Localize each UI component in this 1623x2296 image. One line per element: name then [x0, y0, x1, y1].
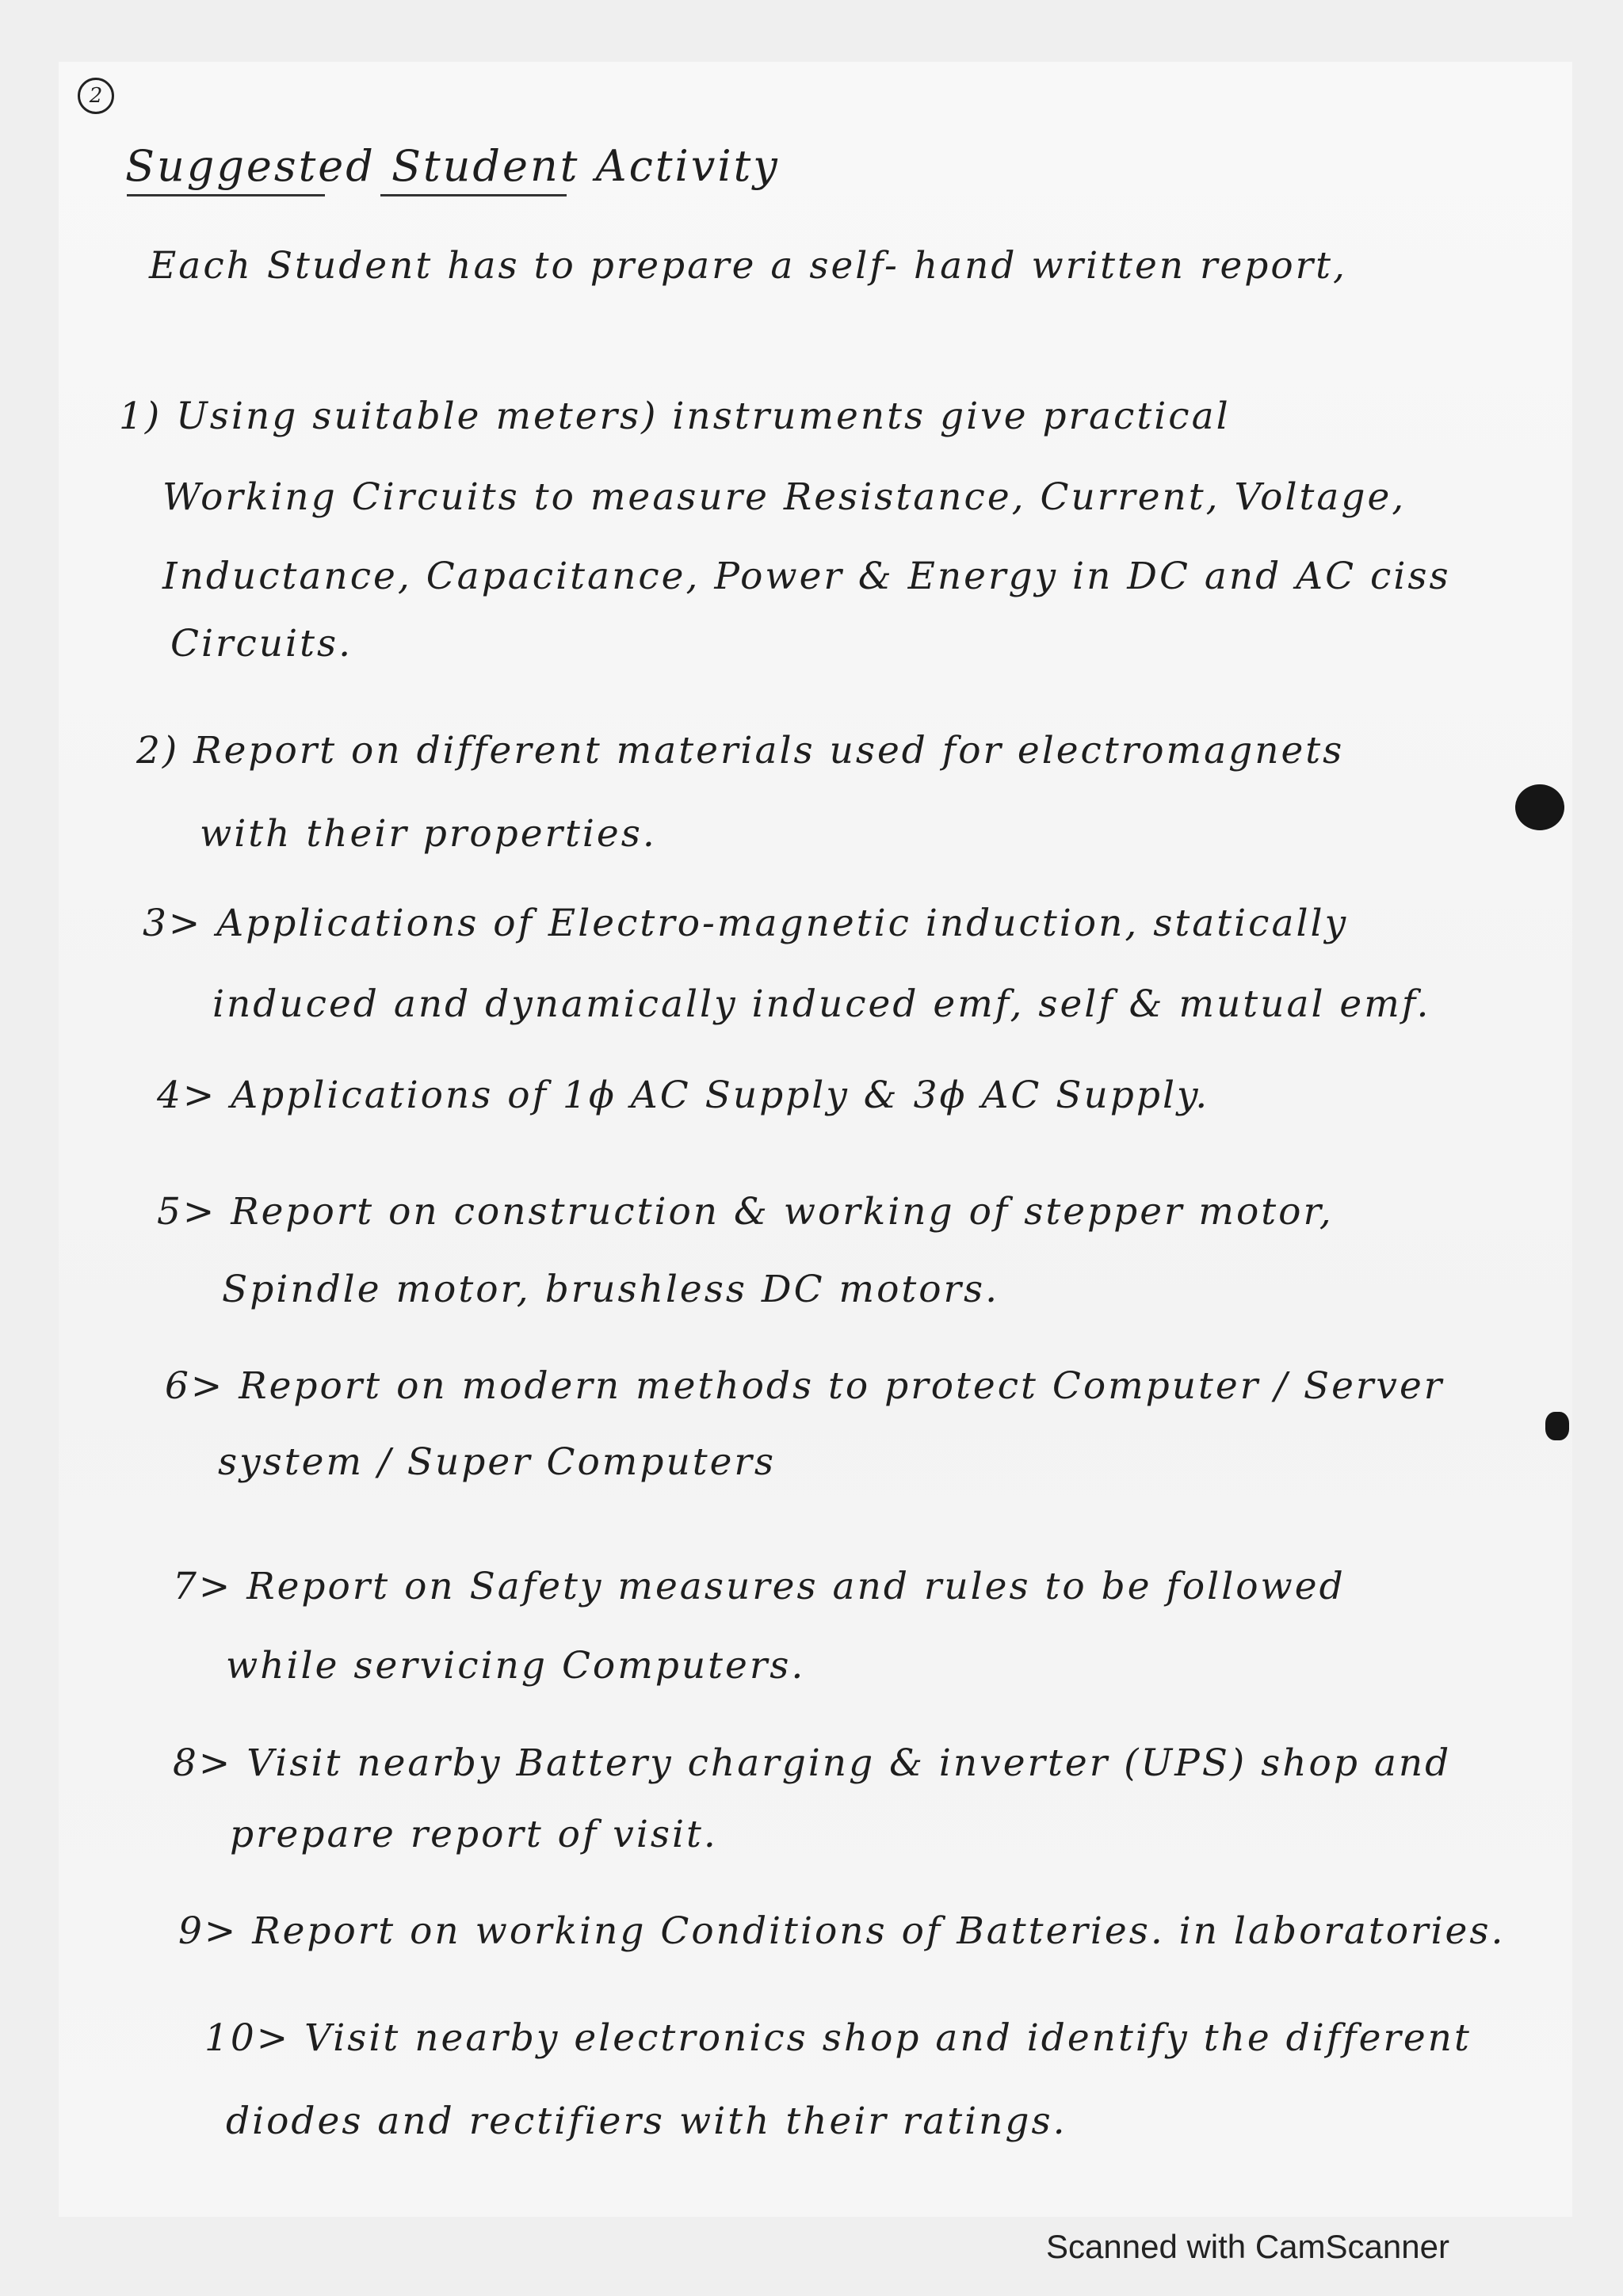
activity-6-line-1: 6> Report on modern methods to protect Computer / Server [165, 1364, 1445, 1408]
paper-sheet [59, 62, 1572, 2217]
activity-1-line-4: Circuits. [170, 622, 353, 666]
activity-9-line-1: 9> Report on working Conditions of Batteries. in laboratories. [178, 1909, 1506, 1953]
intro-text: Each Student has to prepare a self- hand written report, [149, 244, 1347, 288]
activity-7-line-1: 7> Report on Safety measures and rules to be followed [173, 1565, 1346, 1608]
heading-underline [380, 192, 567, 196]
activity-3-line-2: induced and dynamically induced emf, self & mutual emf. [212, 982, 1431, 1026]
activity-1-line-2: Working Circuits to measure Resistance, Current, Voltage, [162, 475, 1407, 519]
heading-underline [127, 192, 325, 196]
activity-4-line-1: 4> Applications of 1ϕ AC Supply & 3ϕ AC Supply. [157, 1074, 1210, 1117]
activity-6-line-2: system / Super Computers [218, 1440, 777, 1484]
activity-1-line-3: Inductance, Capacitance, Power & Energy in DC and AC ciss [162, 555, 1451, 598]
activity-7-line-2: while servicing Computers. [226, 1644, 806, 1688]
activity-5-line-2: Spindle motor, brushless DC motors. [222, 1268, 1000, 1311]
scanner-watermark: Scanned with CamScanner [1046, 2228, 1449, 2265]
punch-hole-mark [1545, 1412, 1569, 1440]
activity-8-line-1: 8> Visit nearby Battery charging & inverter (UPS) shop and [173, 1741, 1452, 1785]
page-number: 2 [78, 78, 114, 114]
activity-2-line-1: 2) Report on different materials used for electromagnets [136, 729, 1345, 772]
activity-3-line-1: 3> Applications of Electro-magnetic induction, statically [143, 902, 1349, 945]
activity-5-line-1: 5> Report on construction & working of stepper motor, [157, 1190, 1334, 1234]
punch-hole-mark [1515, 784, 1564, 830]
page-heading: Suggested Student Activity [125, 141, 780, 191]
activity-2-line-2: with their properties. [200, 812, 657, 856]
activity-1-line-1: 1) Using suitable meters) instruments give practical [119, 395, 1231, 438]
activity-10-line-2: diodes and rectifiers with their ratings. [226, 2100, 1067, 2143]
activity-8-line-2: prepare report of visit. [230, 1813, 718, 1856]
activity-10-line-1: 10> Visit nearby electronics shop and identify the different [204, 2016, 1472, 2060]
